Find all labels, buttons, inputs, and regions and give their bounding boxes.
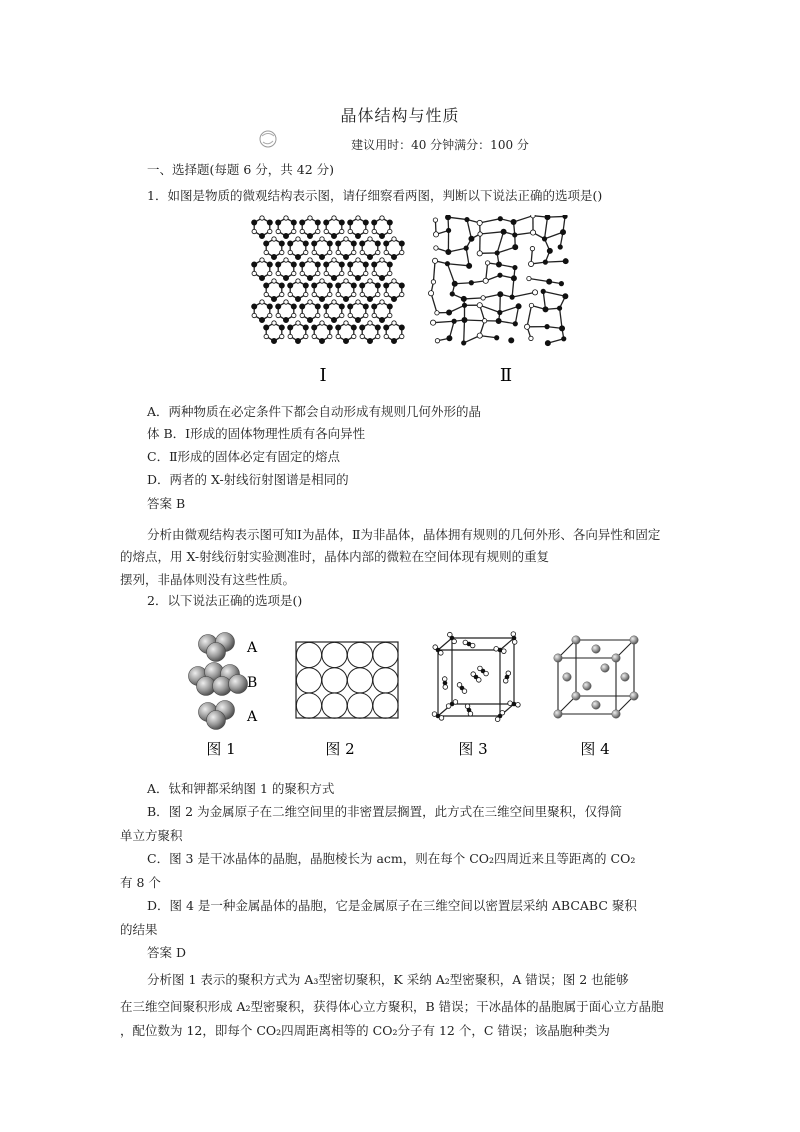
q2-analysis-line-3: ，配位数为 12，即每个 CO₂四周距离相等的 CO₂分子有 12 个，C 错误；该晶胞种类为: [120, 1023, 610, 1038]
q1-analysis-line-3: 摆列，非晶体则没有这些性质。: [120, 572, 296, 587]
q2-analysis-line-2: 在三维空间聚积形成 A₂型密聚积，获得体心立方聚积，B 错误；干冰晶体的晶胞属于面心立方晶胞: [120, 999, 664, 1014]
page-subtitle: 建议用时：40 分钟满分：100 分: [351, 138, 529, 152]
fig-label-4: 图 4: [580, 740, 610, 758]
figure-label-ii: Ⅱ: [499, 365, 513, 386]
amorphous-network-diagram: [428, 215, 568, 346]
fig4-fcc-cell: [554, 636, 638, 718]
q2-option-a: A．钛和钾都采纳图 1 的聚积方式: [147, 781, 335, 796]
fig-label-3: 图 3: [458, 740, 488, 758]
q1-option-c: C．Ⅱ形成的固体必定有固定的熔点: [147, 449, 341, 464]
layer-label-a-top: A: [247, 640, 258, 656]
q1-analysis-line-2: 的熔点，用 X-射线衍射实验测准时，晶体内部的微粒在空间体现有规则的重复: [120, 549, 550, 564]
q1-figure: [250, 215, 580, 390]
q1-option-a: A．两种物质在必定条件下都会自动形成有规则几何外形的晶: [147, 404, 482, 419]
fig-label-2: 图 2: [325, 740, 355, 758]
q1-stem: 1．如图是物质的微观结构表示图，请仔细察看两图，判断以下说法正确的选项是(): [147, 188, 603, 203]
q1-analysis-line-1: 分析由微观结构表示图可知Ⅰ为晶体，Ⅱ为非晶体，晶体拥有规则的几何外形、各向异性和固定: [147, 527, 661, 542]
q2-option-b-line-1: B．图 2 为金属原子在二维空间里的非密置层搁置，此方式在三维空间里聚积，仅得简: [147, 804, 623, 819]
q1-option-d: D．两者的 X-射线衍射图谱是相同的: [147, 472, 349, 487]
q1-option-b: 体 B．Ⅰ形成的固体物理性质有各向异性: [147, 426, 366, 441]
section-heading: 一、选择题(每题 6 分，共 42 分): [147, 162, 335, 177]
q2-option-b-line-2: 单立方聚积: [120, 828, 183, 843]
fig-label-1: 图 1: [206, 740, 236, 758]
fig2-square-layer: [296, 642, 398, 718]
crystal-lattice-diagram: [252, 216, 405, 344]
q2-answer: 答案 D: [147, 945, 186, 960]
layer-label-a-bottom: A: [247, 709, 258, 725]
q1-answer: 答案 B: [147, 496, 186, 511]
figure-label-i: Ⅰ: [319, 365, 327, 386]
q2-stem: 2．以下说法正确的选项是(): [147, 593, 303, 608]
q2-option-c-line-2: 有 8 个: [120, 875, 161, 890]
layer-label-b: B: [247, 675, 258, 691]
q2-analysis-line-1: 分析图 1 表示的聚积方式为 A₃型密切聚积，K 采纳 A₂型密聚积，A 错误；图 2 也能够: [147, 972, 629, 987]
q2-option-d-line-1: D．图 4 是一种金属晶体的晶胞，它是金属原子在三维空间以密置层采纳 ABCABC 聚积: [147, 898, 637, 913]
fig3-dry-ice-cell: [432, 632, 520, 722]
page-title: 晶体结构与性质: [340, 106, 460, 125]
q2-option-d-line-2: 的结果: [120, 922, 158, 937]
fig1-stacked-spheres: [189, 633, 248, 730]
q2-figures: [180, 628, 650, 763]
q2-option-c-line-1: C．图 3 是干冰晶体的晶胞，晶胞棱长为 acm，则在每个 CO₂四周近来且等距离的 CO₂: [147, 851, 636, 866]
